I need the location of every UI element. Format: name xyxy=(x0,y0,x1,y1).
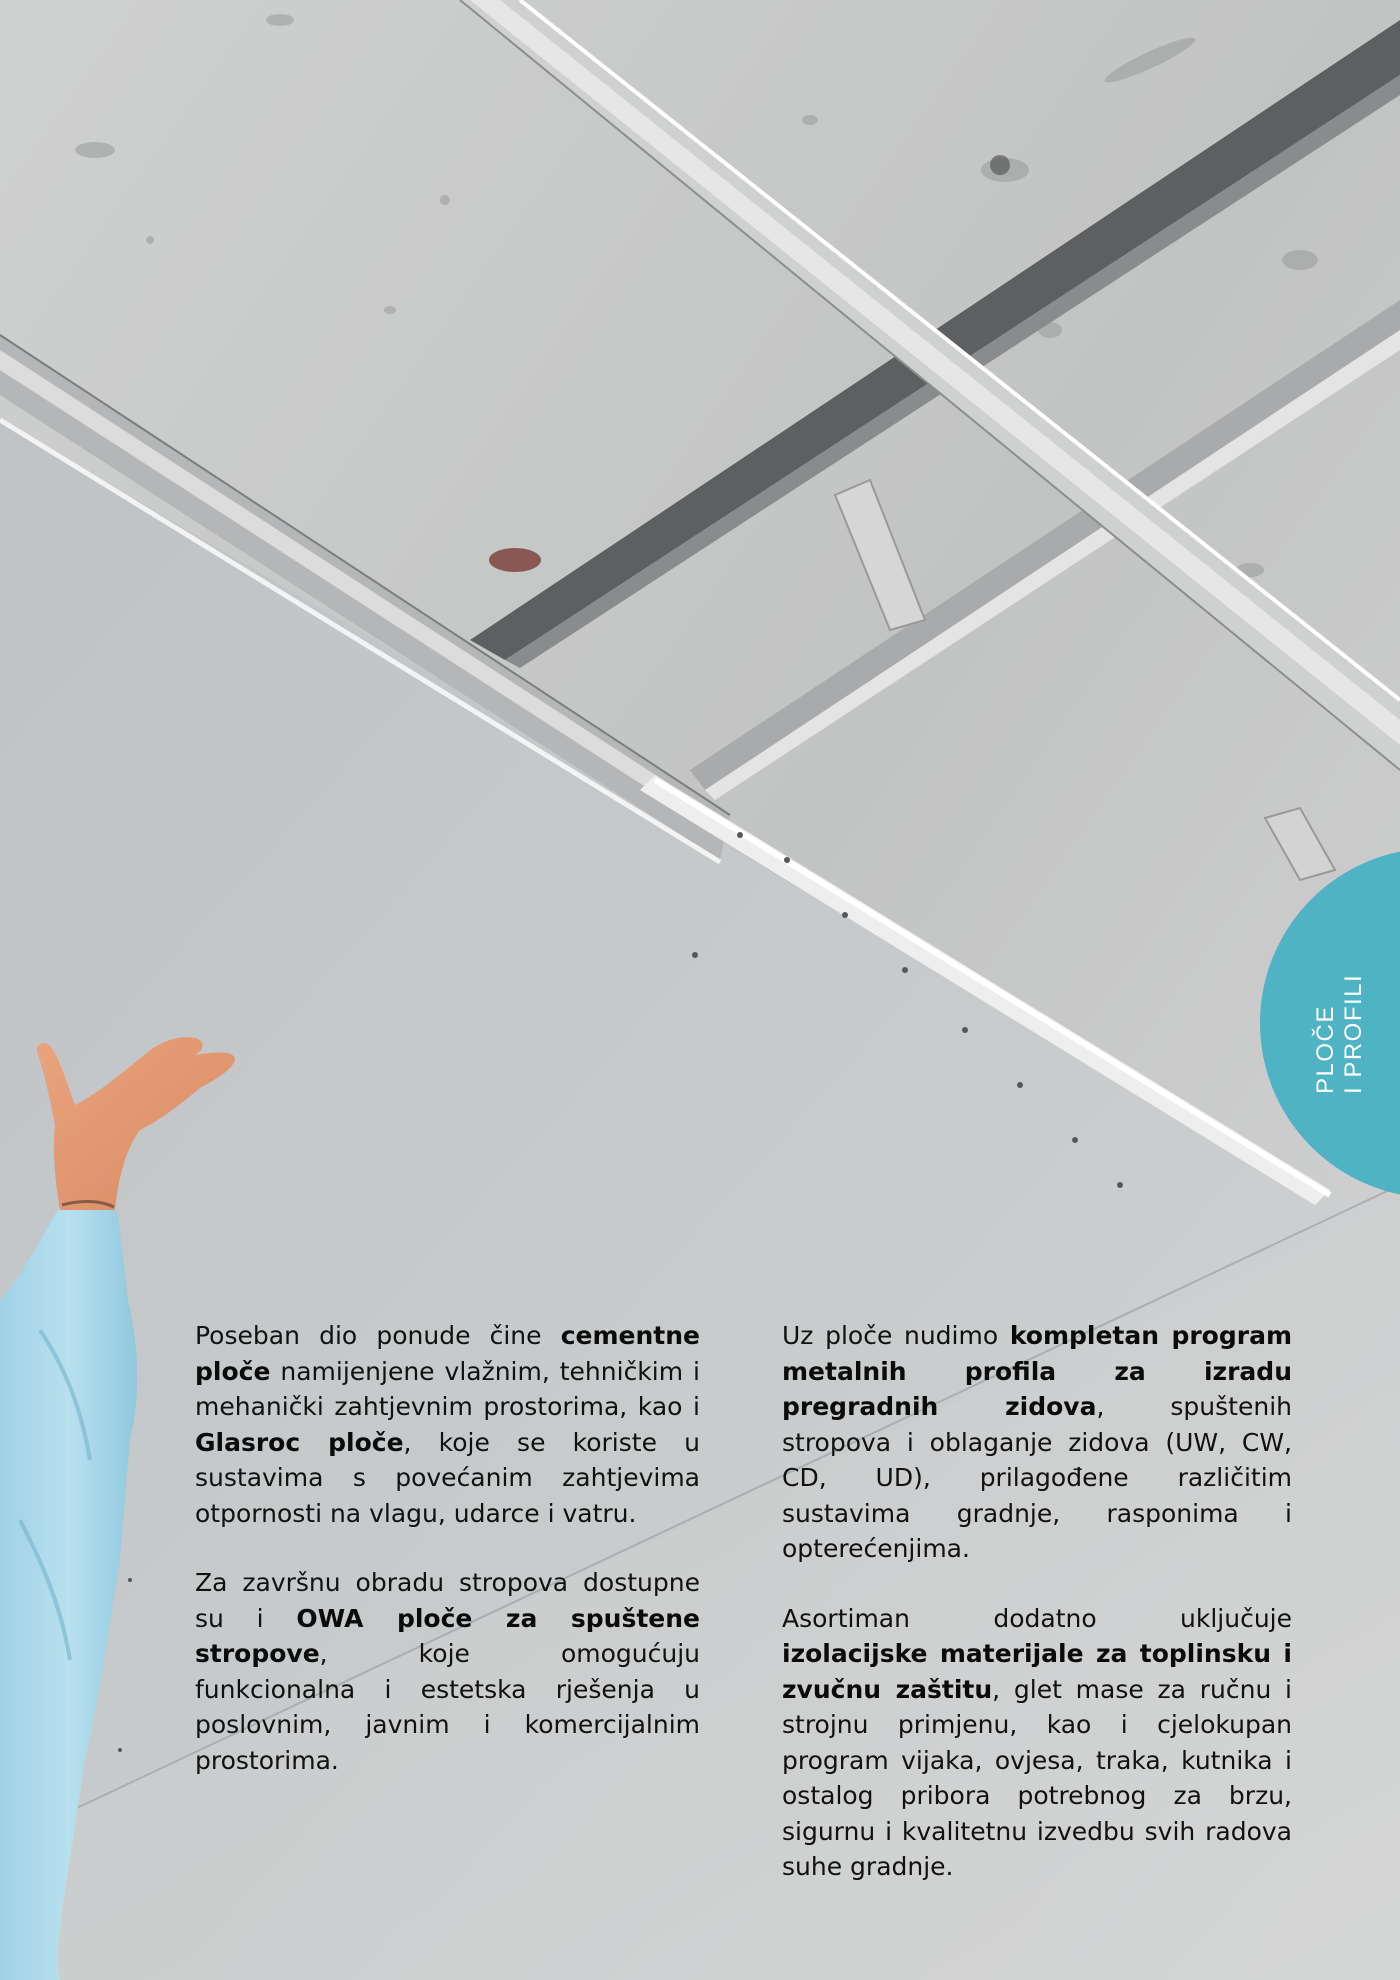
highlight: kompletan program metalnih profila za izradu pregradnih zidova xyxy=(782,1321,1292,1421)
badge-line-1: PLOČE xyxy=(1312,1005,1339,1094)
paragraph-cement-boards xyxy=(195,1318,700,1531)
text: , koje omogućuju funkcionalna i estetska rješenja u poslovnim, javnim i komercijalnim prostorima. xyxy=(195,1639,700,1775)
highlight: OWA ploče za spuštene stropove xyxy=(195,1603,700,1668)
left-text-column xyxy=(195,1318,700,1812)
section-badge-label xyxy=(1312,934,1368,1094)
text: Za završnu obradu stropova dostupne su i xyxy=(195,1568,700,1633)
highlight: cementne ploče xyxy=(195,1321,700,1386)
paragraph-assortment xyxy=(782,1601,1292,1885)
text: , spuštenih stropova i oblaganje zidova (UW, CW, CD, UD), prilagođene različitim sustavima gradnje, rasponima i opterećenjima. xyxy=(782,1392,1292,1563)
highlight: Glasroc ploče xyxy=(195,1427,404,1457)
right-text-column xyxy=(782,1318,1292,1919)
highlight: izolacijske materijale za toplinsku i zvučnu zaštitu xyxy=(782,1639,1292,1704)
paragraph-owa-boards xyxy=(195,1565,700,1778)
text: Poseban dio ponude čine xyxy=(195,1321,561,1350)
text: namijenjene vlažnim, tehničkim i mehanički zahtjevnim prostorima, kao i xyxy=(195,1356,700,1421)
badge-line-2: I PROFILI xyxy=(1340,973,1367,1094)
paragraph-metal-profiles xyxy=(782,1318,1292,1567)
text: Uz ploče nudimo xyxy=(782,1321,1010,1350)
text: , koje se koriste u sustavima s povećanim zahtjevima otpornosti na vlagu, udarce i vatru. xyxy=(195,1427,700,1528)
text: , glet mase za ručnu i strojnu primjenu, kao i cjelokupan program vijaka, ovjesa, traka, kutnika i ostalog pribora potrebnog za brzu, sigurnu i kvalitetnu izvedbu svih radova suhe gradnje. xyxy=(782,1674,1293,1881)
text: Asortiman dodatno uključuje xyxy=(782,1603,1292,1633)
